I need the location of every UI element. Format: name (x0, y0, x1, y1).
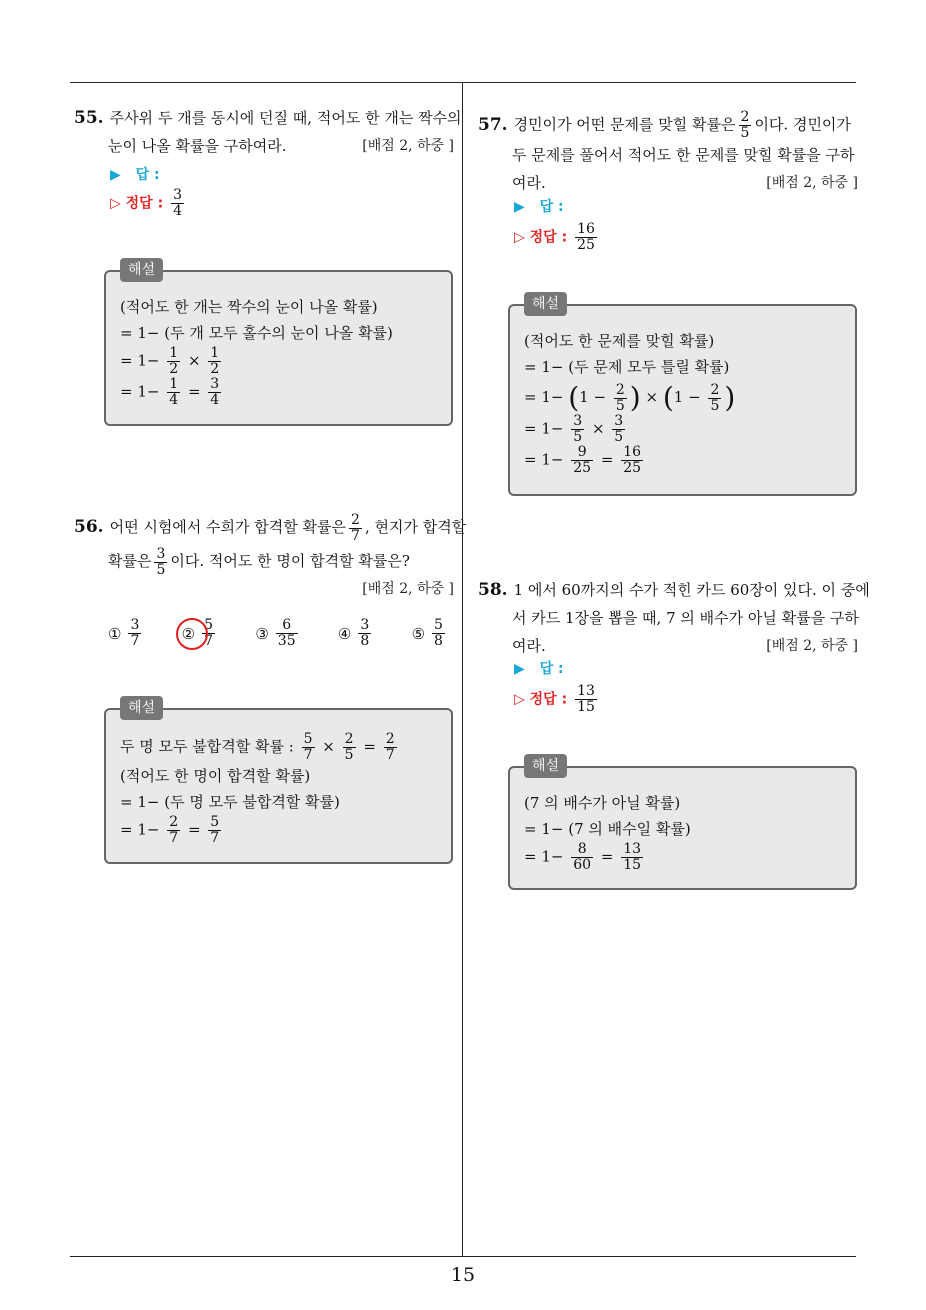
fraction: $\frac{3}{4}$ (210, 376, 220, 408)
solution-line: = 1− $\frac{1}{2}$ × $\frac{1}{2}$ (120, 345, 220, 377)
question-text: , 현지가 합격할 (364, 518, 467, 536)
fraction: $\frac{8}{60}$ (573, 841, 592, 873)
solution-tab: 해설 (120, 696, 163, 720)
correct-answer-row (478, 684, 600, 715)
column-divider (462, 82, 463, 1256)
fraction: $\frac{16}{25}$ (623, 444, 642, 476)
score-meta: [배점 2, 하중 ] (362, 138, 454, 154)
correct-marker-icon: ▷ (110, 195, 121, 212)
solution-line: = 1− $\frac{3}{5}$ × $\frac{3}{5}$ (524, 413, 624, 445)
solution-line: (적어도 한 개는 짝수의 눈이 나올 확률) (120, 298, 378, 316)
problem-number: 57. (478, 114, 508, 135)
solution-line: = 1− $\frac{2}{7}$ = $\frac{5}{7}$ (120, 814, 220, 846)
answer-marker-icon: ▶ (514, 199, 525, 215)
question-text: 주사위 두 개를 동시에 던질 때, 적어도 한 개는 짝수의 (109, 109, 462, 127)
solution-line: = 1− (1 − $\frac{2}{5}$ ) × (1 − $\frac{2}{5}$ ) (524, 381, 736, 414)
choice-list (108, 618, 448, 649)
correct-answer-row (478, 222, 600, 253)
question-text: 1 에서 60까지의 수가 적힌 카드 60장이 있다. 이 중에 (513, 581, 870, 599)
fraction: $\frac{2}{5}$ (740, 109, 750, 141)
solution-box-58 (508, 758, 857, 890)
choice-5[interactable]: ⑤ $\frac{5}{8}$ (411, 617, 443, 649)
problem-57 (478, 110, 858, 197)
question-text: 서 카드 1장을 뽑을 때, 7 의 배수가 아닐 확률을 구하 (512, 609, 859, 627)
fraction: $\frac{2}{5}$ (344, 731, 354, 763)
answer-marker-icon: ▶ (514, 661, 525, 677)
solution-line: = 1− (두 개 모두 홀수의 눈이 나올 확률) (120, 324, 393, 342)
fraction: $\frac{1}{2}$ (210, 345, 220, 377)
fraction: $\frac{5}{7}$ (303, 731, 313, 763)
fraction: $\frac{1}{4}$ (169, 376, 179, 408)
score-meta: [배점 2, 하중 ] (362, 581, 454, 597)
answer-row (74, 162, 160, 188)
correct-label: 정답 : (529, 691, 568, 708)
top-rule (70, 82, 856, 83)
answer-label: 답 : (135, 167, 160, 183)
fraction: $\frac{3}{5}$ (573, 413, 583, 445)
question-text: 두 문제를 풀어서 적어도 한 문제를 맞힐 확률을 구하 (512, 146, 855, 164)
score-meta: [배점 2, 하중 ] (766, 175, 858, 191)
correct-label: 정답 : (125, 195, 164, 212)
solution-tab: 해설 (524, 292, 567, 316)
choice-3[interactable]: ③ $\frac{6}{35}$ (255, 617, 296, 649)
solution-line: = 1− (7 의 배수일 확률) (524, 820, 691, 838)
fraction: $\frac{2}{7}$ (169, 814, 179, 846)
fraction: $\frac{2}{5}$ (615, 381, 625, 414)
question-text: 이다. 경민이가 (754, 115, 851, 134)
correct-answer-fraction: $\frac{13}{15}$ (577, 683, 595, 715)
solution-box-56 (104, 700, 453, 864)
solution-line: = 1− $\frac{8}{60}$ = $\frac{13}{15}$ (524, 841, 642, 873)
selected-circle-icon (176, 618, 208, 650)
question-text: 눈이 나올 확률을 구하여라. (108, 137, 287, 155)
answer-row (478, 656, 564, 682)
fraction: $\frac{3}{5}$ (614, 413, 624, 445)
problem-number: 56. (74, 517, 104, 537)
fraction: $\frac{2}{7}$ (385, 731, 395, 763)
solution-box-55 (104, 262, 453, 426)
answer-label: 답 : (539, 661, 564, 677)
choice-4[interactable]: ④ $\frac{3}{8}$ (337, 617, 370, 649)
fraction: $\frac{5}{7}$ (210, 814, 220, 846)
solution-line: 두 명 모두 불합격할 확률 : $\frac{5}{7}$ × $\frac{2}{5}$ = $\frac{2}{7}$ (120, 731, 395, 763)
solution-line: (적어도 한 명이 합격할 확률) (120, 767, 311, 785)
question-text: 확률은 (108, 552, 152, 570)
solution-line: = 1− $\frac{9}{25}$ = $\frac{16}{25}$ (524, 444, 642, 476)
correct-label: 정답 : (529, 229, 568, 246)
problem-number: 58. (478, 580, 508, 600)
solution-line: = 1− $\frac{1}{4}$ = $\frac{3}{4}$ (120, 376, 220, 408)
correct-marker-icon: ▷ (514, 691, 525, 708)
correct-answer-fraction: $\frac{16}{25}$ (577, 221, 595, 253)
fraction: $\frac{3}{5}$ (156, 545, 166, 578)
bottom-rule (70, 1256, 856, 1257)
solution-tab: 해설 (524, 754, 567, 778)
fraction: $\frac{9}{25}$ (573, 444, 592, 476)
question-text: 여라. (512, 174, 546, 192)
problem-58 (478, 576, 870, 660)
problem-55 (74, 104, 462, 160)
fraction: $\frac{2}{7}$ (351, 511, 360, 544)
problem-56 (74, 510, 467, 600)
problem-number: 55. (74, 108, 104, 128)
fraction: $\frac{1}{2}$ (169, 345, 179, 377)
score-meta: [배점 2, 하중 ] (766, 638, 858, 654)
answer-marker-icon: ▶ (110, 167, 121, 183)
solution-tab: 해설 (120, 258, 163, 282)
question-text: 여라. (512, 637, 546, 655)
fraction: $\frac{13}{15}$ (623, 841, 642, 873)
page-number: 15 (450, 1264, 476, 1286)
fraction: $\frac{2}{5}$ (710, 381, 720, 414)
correct-answer-fraction: $\frac{3}{4}$ (173, 187, 182, 219)
question-text: 경민이가 어떤 문제를 맞힐 확률은 (513, 115, 736, 134)
solution-line: (적어도 한 문제를 맞힐 확률) (524, 332, 715, 350)
question-text: 어떤 시험에서 수희가 합격할 확률은 (109, 518, 347, 536)
question-text: 이다. 적어도 한 명이 합격할 확률은? (170, 552, 410, 570)
solution-line: = 1− (두 문제 모두 틀릴 확률) (524, 358, 730, 376)
correct-marker-icon: ▷ (514, 229, 525, 246)
answer-row (478, 194, 564, 220)
correct-answer-row (74, 188, 187, 219)
solution-line: = 1− (두 명 모두 불합격할 확률) (120, 793, 340, 811)
choice-2[interactable]: ② $\frac{5}{7}$ (182, 618, 218, 649)
answer-label: 답 : (539, 199, 564, 215)
choice-1[interactable]: ① $\frac{3}{7}$ (108, 617, 140, 649)
solution-box-57 (508, 296, 857, 496)
solution-line: (7 의 배수가 아닐 확률) (524, 794, 681, 812)
